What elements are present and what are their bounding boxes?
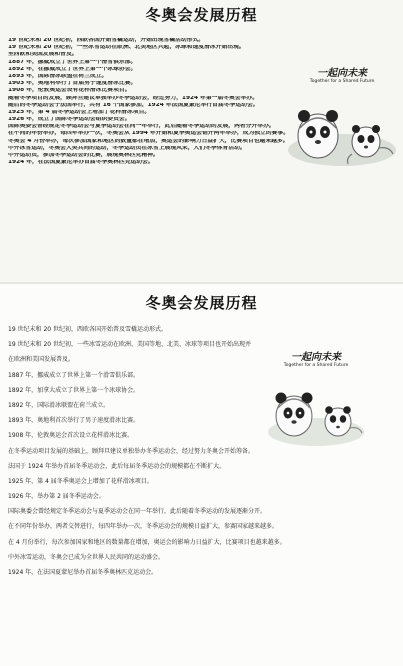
text-line: 1908 年，伦敦奥运会首次设立花样滑冰比赛。	[8, 432, 134, 440]
text-line: 1893 年，国际滑冰联盟在荷兰成立。	[8, 73, 108, 79]
page-title: 冬奥会发展历程	[145, 6, 258, 24]
illustration-title: 一起向未来	[317, 68, 367, 79]
text-line: 法国于 1924 年举办首届冬季运动会，此后每届冬季运动会的规模都在不断扩大。	[8, 462, 226, 470]
text-line: 在冬季运动项目发展的基础上，顾拜旦建议单独举办冬季运动会，经过努力冬奥会开始筹备。	[8, 447, 255, 455]
text-line: 国际奥委会曾经规定冬季运动会与夏季运动会在同一年举行，此后随着冬季运动的发展，两者分开举办。	[8, 124, 275, 130]
illustration-title: 一起向未来	[291, 352, 341, 363]
text-line: 中外冰雪运动，冬奥会人类共同的运动，冬季运动员在冰雪上展现风采，人们冬季体育活动。	[8, 145, 246, 151]
text-line: 1903 年，奥地利举行了首届男子速度滑冰比赛。	[8, 81, 137, 87]
text-line: 在欧洲和美国发展普及。	[8, 356, 75, 364]
text-line: 1908 年，伦敦奥运会设有花样滑冰比赛项目。	[8, 88, 131, 94]
text-line: 19 世纪末和 20 世纪初，西欧各国开始雪橇运动，开始出现雪橇活动形式。	[8, 38, 205, 43]
text-line: 在不同年份举办，两者交替进行，每四年举办一次，冬季运动会的规模日益扩大，参赛国家越来越多。	[8, 523, 279, 531]
top-scan-panel	[0, 0, 403, 282]
illustration-subtitle: Together for a Shared Future	[309, 79, 375, 84]
text-line: 在不同的年份举办，每四年举办一次，冬奥会从 1994 年开始和夏季奥运会错开两年举办，成为独立的赛事。	[8, 131, 290, 137]
text-line: 1887 年，挪威成立了世界上第一个滑雪俱乐部。	[8, 59, 137, 65]
text-line: 中外运动员，参加冬季运动会的比赛，展现奥林匹克精神。	[8, 153, 159, 158]
text-line: 1926 年，成立了国际冬季运动会组织委员会。	[8, 117, 131, 123]
text-line: 1924 年，在法国夏蒙尼举办首届冬季奥林匹克运动会。	[8, 160, 154, 166]
text-line: 随后的冬季运动会于法国举行，共有 16 个国家参加，1924 年法国夏蒙尼举行首届冬季运动会。	[8, 102, 259, 108]
text-line: 1925 年，第 4 届冬季奥运会上增加了花样滑冰项目。	[8, 477, 153, 485]
text-line: 1892 年，加拿大成立了世界上第一个冰球协会。	[8, 386, 140, 394]
text-line: 随着冬季项目的发展，顾拜旦建议单独举办冬季运动会，经过努力，1924 年第一届冬奥会举办。	[8, 95, 259, 101]
text-line: 中外冰雪运动，冬奥会已成为全世界人民共同的运动盛会。	[8, 553, 165, 561]
panda-mascot-picture	[286, 88, 398, 168]
text-line: 国际奥委会曾经规定冬季运动会与夏季运动会在同一年举行，此后随着冬季运动的发展逐渐分开。	[8, 508, 267, 516]
illustration-subtitle: Together for a Shared Future	[283, 363, 349, 368]
panda-mascot-picture	[266, 372, 366, 448]
text-line: 1926 年，举办第 2 届冬季运动会。	[8, 493, 105, 501]
text-line: 1892 年，国际滑冰联盟在荷兰成立。	[8, 401, 110, 409]
text-line: 1924 年，在法国夏蒙尼举办首届冬季奥林匹克运动会。	[8, 569, 158, 576]
text-line: 1892 年，在挪威成立了世界上第一个冰球协会。	[8, 66, 137, 72]
text-line: 1925 年，第 4 届冬季运动会上增加了花样滑冰项目。	[8, 109, 151, 115]
text-line: 1893 年，奥地利首次举行了男子速度滑冰比赛。	[8, 417, 140, 425]
text-line: 19 世纪末和 20 世纪初，一些冰雪运动在欧洲、美国等地、北美、冰球等项目也开始出现并	[8, 341, 251, 349]
text-line: 19 世纪末和 20 世纪初，一些冰雪运动在欧洲、北美地区兴起，冰球和速度滑冰开始出现。	[8, 45, 245, 51]
illustration	[286, 64, 398, 168]
text-line: 1887 年，挪威成立了世界上第一个滑雪俱乐部。	[8, 371, 140, 379]
text-line: 冬奥会 4 月份举办，每次参加国家和地区的数量都在增加，奥运会的影响力日益扩大，比赛项目也越来越多。	[8, 138, 289, 144]
illustration	[266, 348, 366, 448]
text-line: 至西欧和美国发展和普及。	[8, 52, 78, 58]
text-line: 在 4 月份举行，每次参加国家和地区的数量都在增加，奥运会的影响力日益扩大，比赛项目也越来越多。	[8, 538, 286, 546]
page-title: 冬奥会发展历程	[145, 294, 258, 312]
bottom-scan-panel	[0, 284, 403, 666]
text-line: 19 世纪末和 20 世纪初，西欧各国开始普及雪橇运动形式。	[8, 326, 167, 333]
